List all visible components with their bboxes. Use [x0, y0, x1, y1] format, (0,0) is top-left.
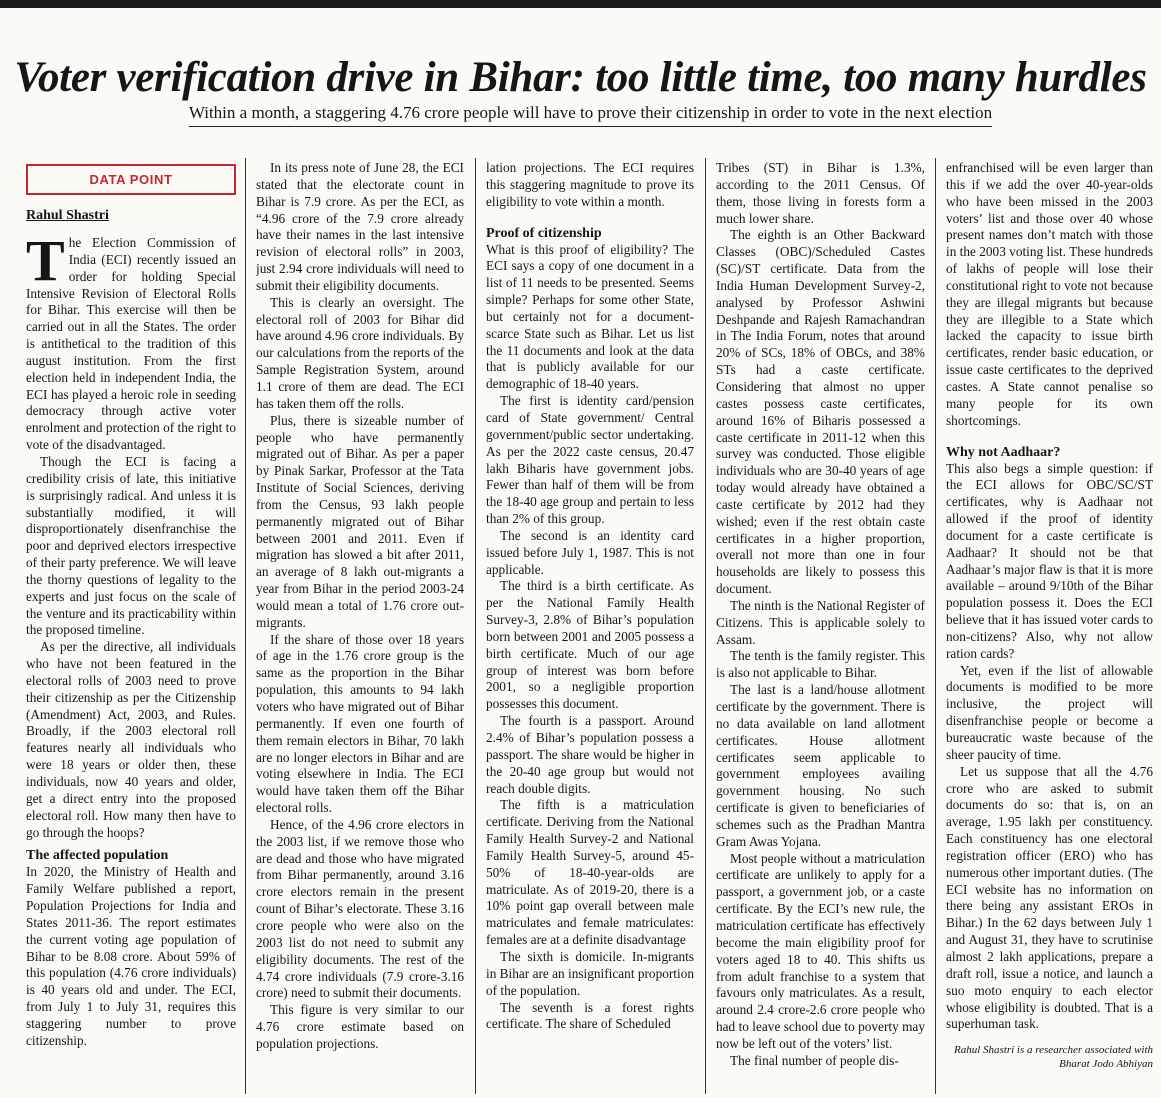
paragraph: This also begs a simple question: if the ECI allows for OBC/SC/ST certificates, why is Aadhaar not allowed if the proof of identity document for a caste certificate is Aadhaar? It should not be that Aadhaar’s major flaw is that it is more available – around 9/10th of the Bihar population possess it. Does the ECI believe that it has issued voter cards to non-citizens? Also, why not allow ration cards? [946, 460, 1153, 661]
paragraph: What is this proof of eligibility? The ECI says a copy of one document in a list of 11 needs to be presented. Seems simple? Perhaps for some other State, but certainly not for a document-scarce State such as Bihar. Let us list the 11 documents and look at the data that is publicly available for our demographic of 18-40 years. [486, 241, 694, 392]
paragraph: Yet, even if the list of allowable documents is modified to be more inclusive, the project will disenfranchise people or become a bureaucratic waste because of the sheer paucity of time. [946, 662, 1153, 762]
paragraph: As per the directive, all individuals who have not been featured in the electoral rolls of 2003 need to prove their citizenship as per the Citizenship (Amendment) Act, 2003, and Rules. Broadly, if the 2003 electoral roll features nearly all individuals who were 18 years or older then, these individuals, now 40 years and older, get a direct entry into the proposed electoral roll. How many then have to go through the hoops? [26, 639, 236, 840]
deck-text: Within a month, a staggering 4.76 crore people will have to prove their citizenship in order to vote in the next election [189, 101, 992, 127]
paragraph: enfranchised will be even larger than this if we add the over 40-year-olds who have been missed in the 2003 voters’ list and those over 40 whose present names don’t match with those in the 2003 voting list. These hundreds of lakhs of people will lose their constitutional right to vote not because they are illegal migrants but because they are illegible to a State which lacked the capacity to issue birth certificates, render basic education, or issue caste certificates to the deprived castes. A State cannot penalise so many people for its own shortcomings. [946, 160, 1153, 428]
subhead: Proof of citizenship [486, 225, 602, 241]
paragraph: The eighth is an Other Backward Classes (OBC)/Scheduled Castes (SC)/ST certificate. Data from the India Human Development Survey-2, analysed by Professor Ashwini Deshpande and Rajesh Ramachandran in The India Forum, notes that around 20% of SCs, 18% of OBCs, and 38% STs had a caste certificate. Considering that almost no upper castes possess caste certificates, around 16% of Biharis possessed a caste certificate in 2011-12 when this survey was conducted. Those eligible individuals who are 30-40 years of age today would already have obtained a caste certificate by 2012 had they wished; even if the rest obtain caste certificates in a higher proportion, overall not more than one in four households are likely to possess this document. [716, 227, 925, 597]
paragraph: The final number of people dis- [730, 1052, 899, 1068]
author-footnote: Rahul Shastri is a researcher associated with Bharat Jodo Abhiyan [953, 1044, 1153, 1071]
paragraph: The first is identity card/pension card of State government/ Central government/public sector undertaking. As per the 2022 caste census, 20.47 lakh Biharis have government jobs. Fewer than half of them will be from the 18-40 age group and pertain to less than 2% of this group. [486, 393, 694, 527]
paragraph: The second is an identity card issued before July 1, 1987. This is not applicable. [486, 527, 694, 577]
paragraph: Tribes (ST) in Bihar is 1.3%, according to the 2011 Census. Of them, those living in forests form a much lower share. [716, 160, 925, 226]
byline: Rahul Shastri [26, 208, 109, 223]
subhead: Why not Aadhaar? [946, 444, 1061, 460]
paragraph: If the share of those over 18 years of age in the 1.76 crore group is the same as the proportion in the Bihar population, this amounts to 94 lakh voters who have migrated out of Bihar permanently. If even one fourth of them remain electors in Bihar, 70 lakh are no longer electors in Bihar and are voting elsewhere in India. The ECI would have taken them off the Bihar electoral rolls. [256, 631, 464, 816]
paragraph: The last is a land/house allotment certificate by the government. There is no data available on land allotment certificates. House allotment certificates seem applicable to government employees availing government housing. No such certificate is given to beneficiaries of schemes such as the Pradhan Mantra Gram Awas Yojana. [716, 682, 925, 849]
top-border [0, 0, 1161, 8]
subhead: The affected population [26, 848, 169, 864]
paragraph-text: he Election Commission of India (ECI) recently issued an order for holding Special Intensive Revision of Electoral Rolls for Bihar. This exercise will then be carried out in all the States. The order is antithetical to the tradition of this august institution. From the first election held in independent India, the ECI has played a heroic role in seeding democracy through active voter enrolment and protection of the right to vote of the disadvantaged. [26, 235, 236, 453]
paragraph: The ninth is the National Register of Citizens. This is applicable solely to Assam. [716, 597, 925, 647]
paragraph: The tenth is the family register. This is also not applicable to Bihar. [716, 648, 925, 681]
dropcap: T [26, 228, 65, 293]
paragraph: This figure is very similar to our 4.76 crore estimate based on population projections. [256, 1002, 464, 1051]
paragraph: Hence, of the 4.96 crore electors in the 2003 list, if we remove those who are dead and those who have migrated from Bihar permanently, around 3.16 crore electors remain in the present count of Bihar’s electorate. These 3.16 crore people who were also on the 2003 list do not need to submit any eligibility documents. The rest of the 4.74 crore individuals (7.9 crore-3.16 crore) need to submit their documents. [256, 816, 464, 1001]
paragraph: The sixth is domicile. In-migrants in Bihar are an insignificant proportion of the population. [486, 948, 694, 998]
paragraph: Plus, there is sizeable number of people who have permanently migrated out of Bihar. As per a paper by Pinak Sarkar, Professor at the Tata Institute of Social Sciences, deriving from the Census, 93 lakh people permanently migrated out of Bihar between 2001 and 2011. Even if migration has slowed a bit after 2011, an average of 8 lakh out-migrants a year from Bihar in the period 2003-24 would mean a total of 1.76 crore out-migrants. [256, 412, 464, 630]
column-5 [946, 160, 1153, 1098]
column-rule [935, 158, 936, 1094]
paragraph: In 2020, the Ministry of Health and Family Welfare published a report, Population Projections for India and States 2011-36. The report estimates the current voting age population of Bihar to be 8.08 crore. About 59% of this population (4.76 crore individuals) is 40 years old and under. The ECI, from July 1 to July 31, requires this staggering number to prove citizenship. [26, 864, 236, 1048]
paragraph: The fifth is a matriculation certificate. Deriving from the National Family Health Survey-2 and National Family Health Survey-5, around 45-50% of 18-40-year-olds are matriculate. As of 2019-20, there is a 10% point gap overall between male matriculates and female matriculates: females are at a definite disadvantage [486, 797, 694, 948]
column-rule [245, 158, 246, 1094]
data-point-tag: DATA POINT [26, 164, 236, 195]
column-1 [26, 160, 236, 1098]
paragraph: The seventh is a forest rights certificate. The share of Scheduled [486, 999, 694, 1032]
column-rule [475, 158, 476, 1094]
column-4 [716, 160, 925, 1098]
column-rule [705, 158, 706, 1094]
column-3 [486, 160, 694, 1098]
paragraph: Most people without a matriculation certificate are unlikely to apply for a passport, a government job, or a caste certificate. By the ECI’s new rule, the matriculation certificate has effectively become the main eligibility proof for voters aged 18 to 40. This shifts us from adult franchise to a system that favours only matriculates. As a result, around 2.4 crore-2.6 crore people who had to leave school due to poverty may now be left out of the voters’ list. [716, 850, 925, 1051]
paragraph: lation projections. The ECI requires this staggering magnitude to prove its eligibility to vote within a month. [486, 160, 694, 209]
paragraph: Though the ECI is facing a credibility crisis of late, this initiative is surprisingly radical. And unless it is substantially modified, it will disproportionately disenfranchise the poor and deprived electors irrespective of their party preference. We will leave the thorny questions of legality to the experts and just focus on the scale of the venture and its practicability within the proposed timeline. [26, 453, 236, 638]
column-2 [256, 160, 464, 1098]
lead-paragraph [26, 228, 236, 454]
deck [0, 101, 1161, 127]
paragraph: In its press note of June 28, the ECI stated that the electorate count in Bihar is 7.9 crore. As per the ECI, as “4.96 crore of the 7.9 crore already have their names in the last intensive revision of electoral rolls” in 2003, just 2.94 crore individuals will need to submit their eligibility documents. [256, 160, 464, 293]
headline: Voter verification drive in Bihar: too little time, too many hurdles [14, 53, 1147, 101]
paragraph: This is clearly an oversight. The electoral roll of 2003 for Bihar did have around 4.96 crore individuals. By our calculations from the reports of the Sample Registration System, around 1.1 crore of them are dead. The ECI has taken them off the rolls. [256, 294, 464, 411]
paragraph: The fourth is a passport. Around 2.4% of Bihar’s population possess a passport. The share would be higher in the 20-40 age group but would not reach double digits. [486, 713, 694, 796]
paragraph: The third is a birth certificate. As per the National Family Health Survey-3, 2.8% of Bihar’s population born between 2001 and 2005 possess a birth certificate. Much of our age group of interest was born before 2001, so a negligible proportion possesses this document. [486, 578, 694, 712]
paragraph: Let us suppose that all the 4.76 crore who are asked to submit documents do so: that is, on an average, 1.95 lakh per constituency. Each constituency has one electoral registration officer (ERO) who has numerous other important duties. (The ECI website has no information on there being any assistant EROs in Bihar.) In the 62 days between July 1 and August 31, they have to scrutinise almost 2 lakh applications, prepare a draft roll, issue a notice, and launch a suo moto enquiry to each elector whose eligibility is doubted. That is a superhuman task. [946, 763, 1153, 1032]
